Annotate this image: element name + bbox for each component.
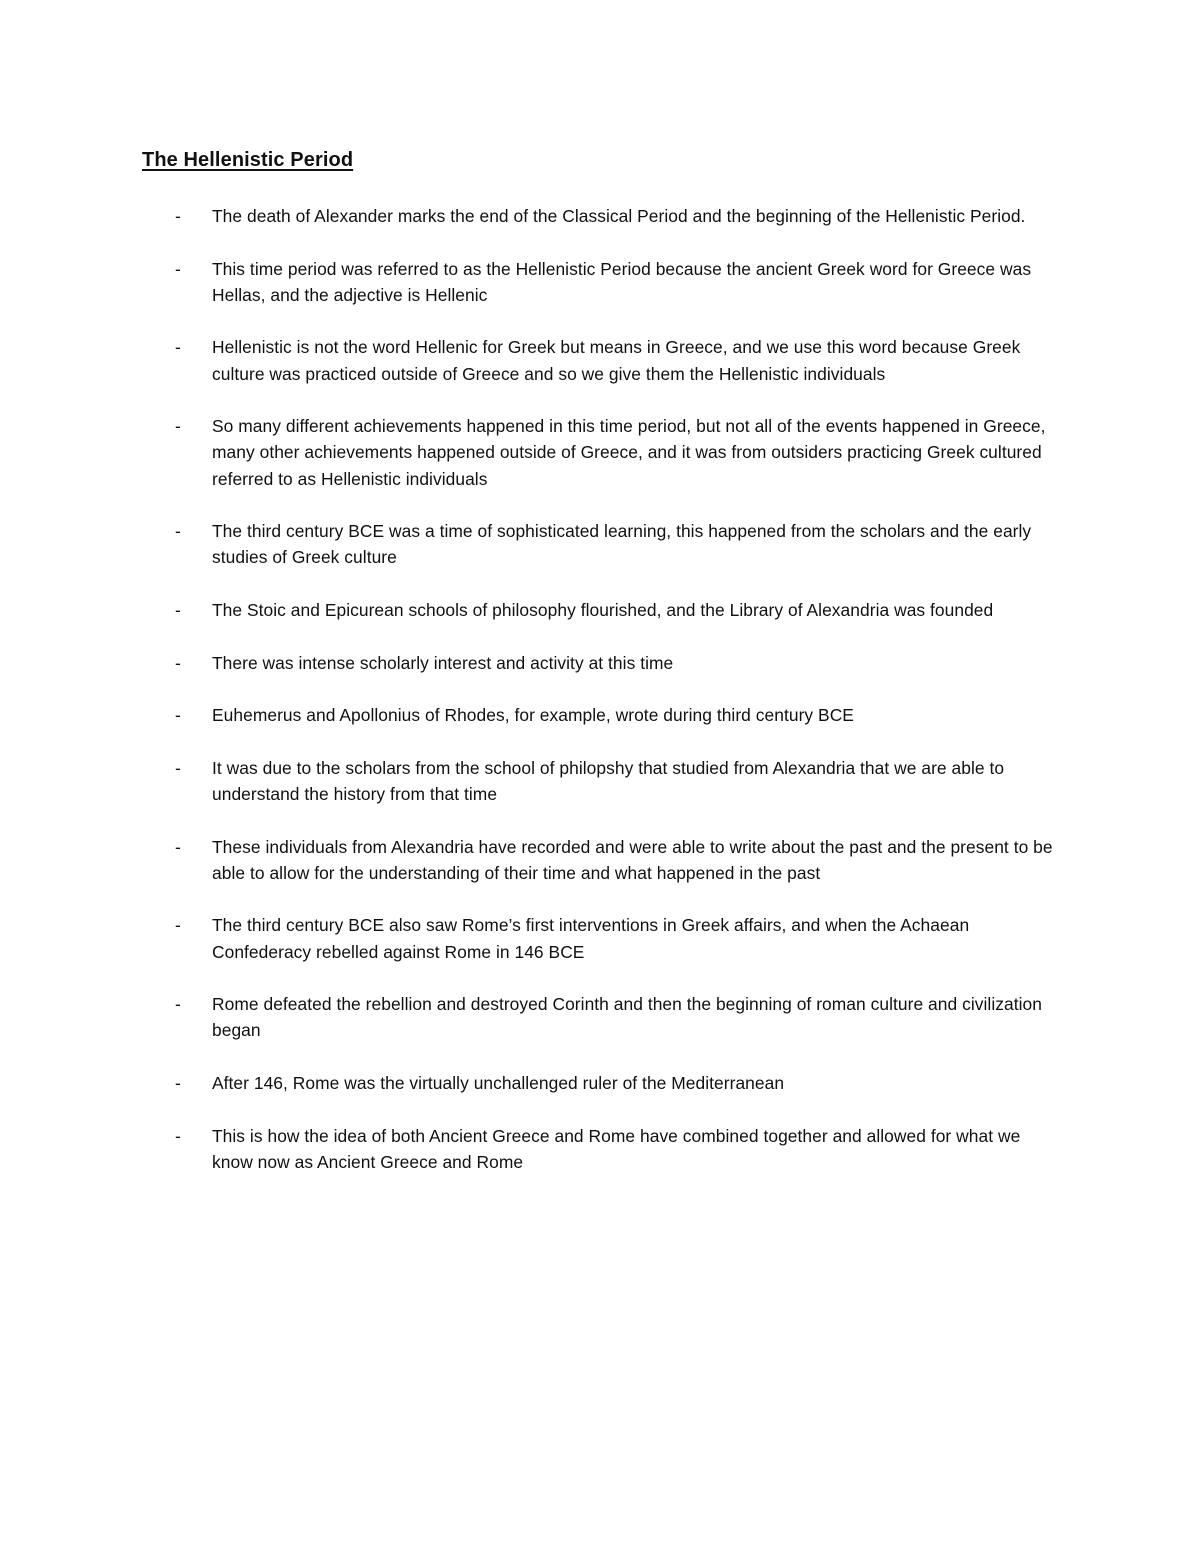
- bullet-item: [142, 912, 1062, 964]
- document-title: The Hellenistic Period: [142, 149, 354, 171]
- dash-marker: -: [175, 915, 181, 936]
- dash-marker: -: [175, 757, 181, 778]
- dash-marker: -: [175, 994, 181, 1015]
- bullet-item: [142, 1070, 1062, 1096]
- dash-marker: -: [175, 1072, 181, 1093]
- bullet-item: [142, 650, 1062, 676]
- bullet-item: [142, 755, 1062, 807]
- bullet-text: These individuals from Alexandria have recorded and were able to write about the past and the present to be able to allow for the understanding of their time and what happened in the past: [212, 836, 1053, 883]
- bullet-text: It was due to the scholars from the school of philopshy that studied from Alexandria that we are able to understand the history from that time: [212, 757, 1005, 804]
- bullet-text: The Stoic and Epicurean schools of philosophy flourished, and the Library of Alexandria was founded: [212, 599, 994, 620]
- dash-marker: -: [175, 337, 181, 358]
- bullet-text: The third century BCE also saw Rome’s first interventions in Greek affairs, and when the Achaean Confederacy rebelled against Rome in 146 BCE: [212, 915, 970, 962]
- bullet-text: This time period was referred to as the Hellenistic Period because the ancient Greek word for Greece was Hellas, and the adjective is Hellenic: [212, 258, 1032, 305]
- bullet-item: [142, 518, 1062, 570]
- bullet-text: Hellenistic is not the word Hellenic for Greek but means in Greece, and we use this word because Greek culture was practiced outside of Greece and so we give them the Hellenistic individuals: [212, 337, 1021, 384]
- bullet-text: After 146, Rome was the virtually unchallenged ruler of the Mediterranean: [212, 1072, 785, 1093]
- bullet-text: There was intense scholarly interest and activity at this time: [212, 652, 674, 673]
- bullet-item: [142, 834, 1062, 886]
- bullet-item: [142, 334, 1062, 386]
- bullet-item: [142, 413, 1062, 492]
- dash-marker: -: [175, 258, 181, 279]
- dash-marker: -: [175, 705, 181, 726]
- bullet-item: [142, 1123, 1062, 1175]
- bullet-text: Euhemerus and Apollonius of Rhodes, for example, wrote during third century BCE: [212, 705, 854, 726]
- dash-marker: -: [175, 1125, 181, 1146]
- bullet-text: The third century BCE was a time of sophisticated learning, this happened from the scholars and the early studies of Greek culture: [212, 521, 1032, 568]
- dash-marker: -: [175, 206, 181, 226]
- bullet-item: [142, 203, 1062, 229]
- dash-marker: -: [175, 416, 181, 437]
- bullet-item: [142, 256, 1062, 308]
- dash-marker: -: [175, 652, 181, 673]
- bullet-item: [142, 702, 1062, 728]
- dash-marker: -: [175, 599, 181, 620]
- bullet-text: The death of Alexander marks the end of the Classical Period and the beginning of the Hellenistic Period.: [212, 206, 1026, 226]
- bullet-text: Rome defeated the rebellion and destroyed Corinth and then the beginning of roman culture and civilization began: [212, 994, 1042, 1041]
- bullet-item: [142, 991, 1062, 1043]
- bullet-item: [142, 597, 1062, 623]
- bullet-text: This is how the idea of both Ancient Greece and Rome have combined together and allowed for what we know now as Ancient Greece and Rome: [212, 1125, 1021, 1172]
- bullet-list: [142, 203, 1062, 1201]
- dash-marker: -: [175, 836, 181, 857]
- bullet-text: So many different achievements happened in this time period, but not all of the events happened in Greece, many other achievements happened outside of Greece, and it was from outsiders practicing Greek cultured referred to as Hellenistic individuals: [212, 416, 1046, 489]
- dash-marker: -: [175, 521, 181, 542]
